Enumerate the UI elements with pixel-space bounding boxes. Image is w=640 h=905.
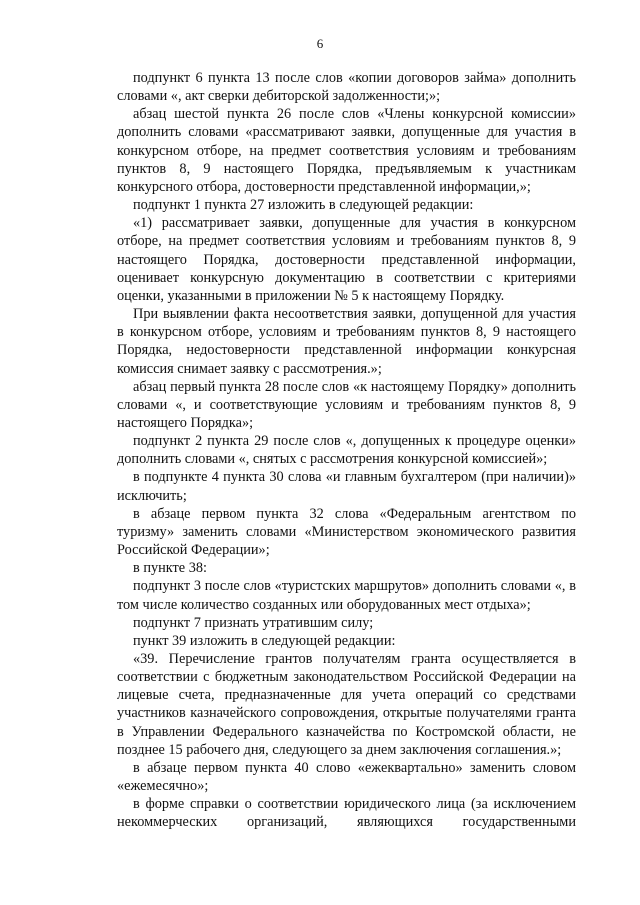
paragraph: в пункте 38: [133, 560, 207, 577]
paragraph: в абзаце первом пункта 40 слово «ежеквартально» заменить словом «ежемесячно»; [117, 759, 576, 795]
paragraph: подпункт 3 после слов «туристских маршрутов» дополнить словами «, в том числе количество созданных или оборудованных мест отдыха»; [117, 578, 576, 613]
paragraph: «39. Перечисление грантов получателям гранта осуществляется в соответствии с бюджетным законодательством Российской Федерации на лицевые счета, предназначенные для учета операций со средствами участников казначейского сопровождения, открытые получателями гранта в Управлении Федерального казначейства по Костромской области, не позднее 15 рабочего дня, следующего за днем заключения соглашения.»; [117, 651, 576, 758]
paragraph: При выявлении факта несоответствия заявки, допущенной для участия в конкурсном отборе, условиям и требованиям пунктов 8, 9 настоящего Порядка, недостоверности представленной информации конкурсная комиссия снимает заявку с рассмотрения.»; [117, 306, 576, 377]
paragraph: «1) рассматривает заявки, допущенные для участия в конкурсном отборе, на предмет соответствия условиям и требованиям пунктов 8, 9 настоящего Порядка, достоверности представленной информации, оценивает конкурсную документацию в соответствии с критериями оценки, указанными в приложении № 5 к настоящему Порядку. [117, 215, 576, 304]
paragraph: абзац первый пункта 28 после слов «к настоящему Порядку» дополнить словами «, и соответствующие условиям и требованиям пунктов 8, 9 настоящего Порядка»; [117, 378, 576, 431]
paragraph: подпункт 1 пункта 27 изложить в следующей редакции: [133, 197, 474, 214]
paragraph: пункт 39 изложить в следующей редакции: [133, 632, 396, 649]
paragraph: подпункт 7 признать утратившим силу; [133, 614, 374, 631]
paragraph: в форме справки о соответствии юридического лица (за исключением некоммерческих организаций, являющихся государственными [117, 796, 576, 831]
paragraph: в подпункте 4 пункта 30 слова «и главным бухгалтером (при наличии)» исключить; [117, 469, 576, 504]
paragraph: подпункт 2 пункта 29 после слов «, допущенных к процедуре оценки» дополнить словами «, снятых с рассмотрения конкурсной комиссией»; [117, 433, 576, 468]
document-body [117, 69, 576, 832]
paragraph: в абзаце первом пункта 32 слова «Федеральным агентством по туризму» заменить словами «Министерством экономического развития Российской Федерации»; [117, 505, 576, 559]
paragraph: абзац шестой пункта 26 после слов «Члены конкурсной комиссии» дополнить словами «рассматривают заявки, допущенные для участия в конкурсном отборе, на предмет соответствия условиям и требованиям пунктов 8, 9 настоящего Порядка, предъявляемым к участникам конкурсного отбора, достоверности представленной информации,»; [117, 106, 576, 195]
page-number: 6 [316, 36, 324, 51]
paragraph: подпункт 6 пункта 13 после слов «копии договоров займа» дополнить словами «, акт сверки дебиторской задолженности;»; [117, 70, 576, 105]
